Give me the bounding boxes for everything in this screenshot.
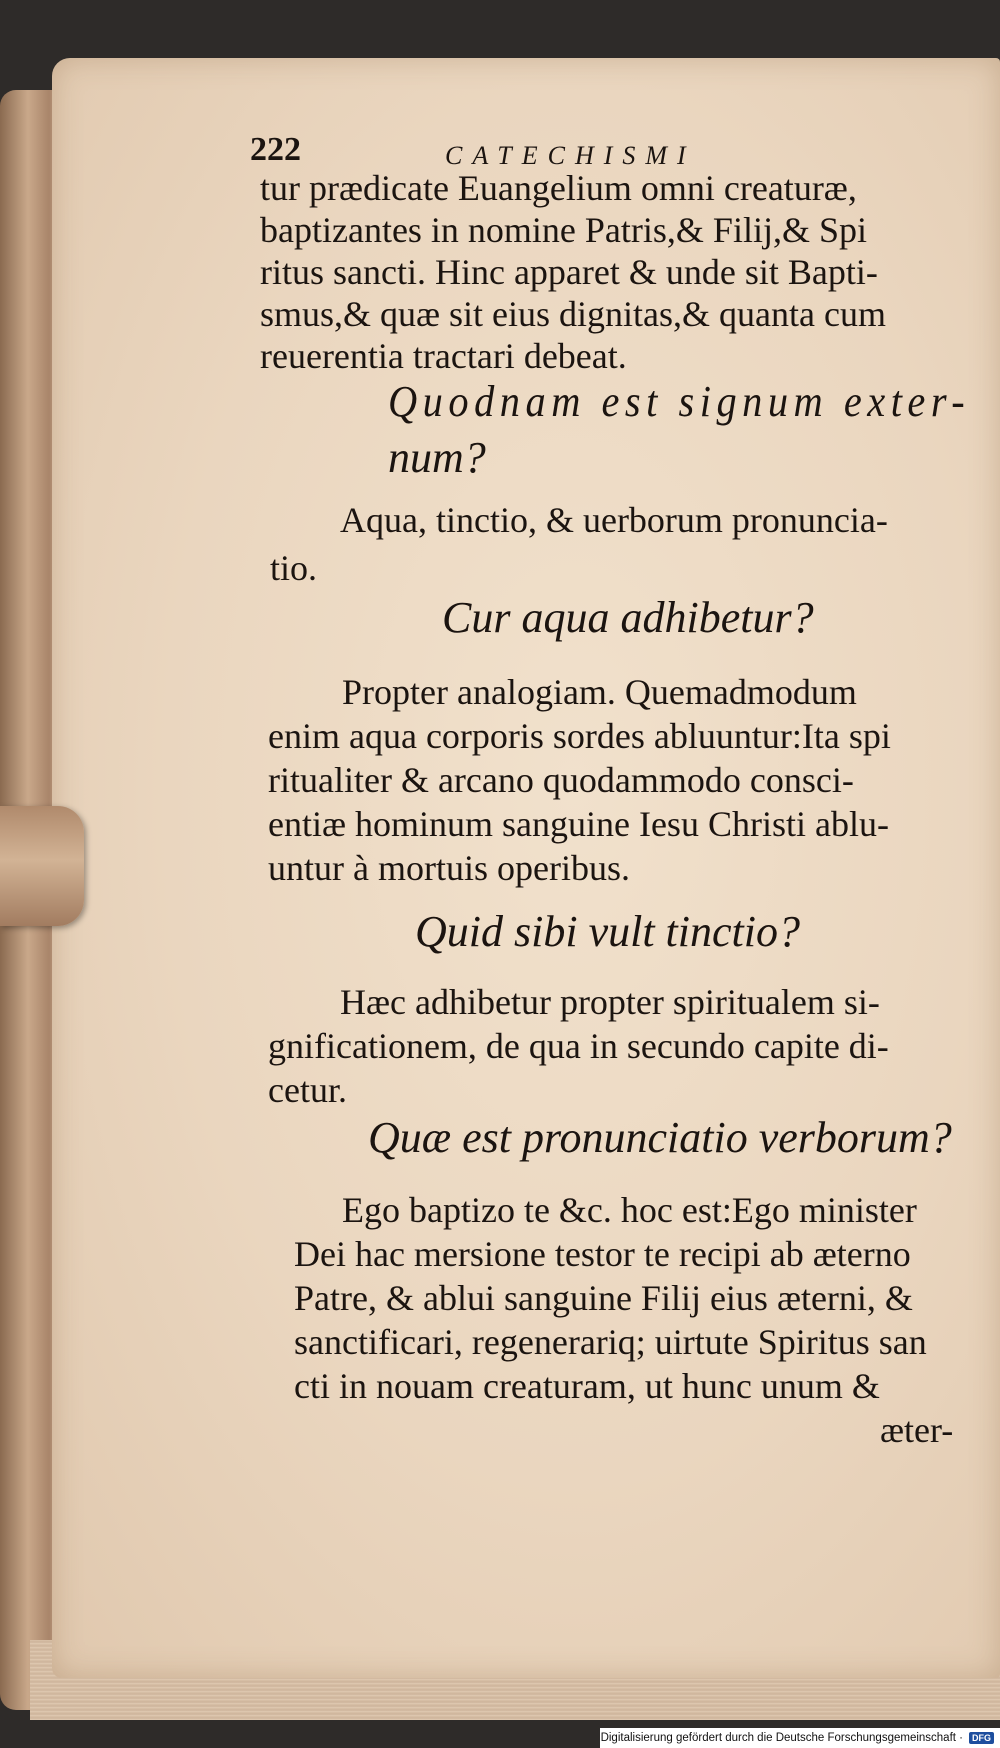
text-line: sanctificari, regenerariq; uirtute Spiritus san xyxy=(294,1322,927,1362)
text-line: ritus sancti. Hinc apparet & unde sit Bapti- xyxy=(260,252,878,292)
text-line: gnificationem, de qua in secundo capite di- xyxy=(268,1026,889,1066)
text-line: Aqua, tinctio, & uerborum pronuncia- xyxy=(340,500,888,540)
dfg-logo-icon: DFG xyxy=(969,1732,994,1744)
text-line: cti in nouam creaturam, ut hunc unum & xyxy=(294,1366,880,1406)
text-line: baptizantes in nomine Patris,& Filij,& Spi xyxy=(260,210,867,250)
text-line: smus,& quæ sit eius dignitas,& quanta cum xyxy=(260,294,886,334)
page-number: 222 xyxy=(250,131,301,168)
running-head: CATECHISMI xyxy=(445,141,696,170)
text-line: tur prædicate Euangelium omni creaturæ, xyxy=(260,168,857,208)
question-heading: Cur aqua adhibetur? xyxy=(442,593,814,642)
text-line: reuerentia tractari debeat. xyxy=(260,336,627,376)
question-heading: num? xyxy=(388,433,486,482)
text-line: Hæc adhibetur propter spiritualem si- xyxy=(340,982,880,1022)
text-line: Ego baptizo te &c. hoc est:Ego minister xyxy=(342,1190,917,1230)
question-heading: Quid sibi vult tinctio? xyxy=(415,907,800,956)
question-heading: Quæ est pronunciatio verborum? xyxy=(368,1113,952,1162)
text-line: enim aqua corporis sordes abluuntur:Ita spi xyxy=(268,716,891,756)
text-line: Dei hac mersione testor te recipi ab æterno xyxy=(294,1234,911,1274)
text-line: untur à mortuis operibus. xyxy=(268,848,630,888)
text-line: ritualiter & arcano quodammodo consci- xyxy=(268,760,854,800)
catchword: æter- xyxy=(880,1410,954,1450)
footer-credit-bar xyxy=(600,1728,1000,1748)
footer-credit: Digitalisierung gefördert durch die Deutsche Forschungsgemeinschaft · xyxy=(600,1732,963,1744)
text-line: entiæ hominum sanguine Iesu Christi ablu- xyxy=(268,804,889,844)
text-line: Propter analogiam. Quemadmodum xyxy=(342,672,857,712)
text-line: Patre, & ablui sanguine Filij eius æterni, & xyxy=(294,1278,913,1318)
text-line: cetur. xyxy=(268,1070,347,1110)
book-clasp xyxy=(0,806,84,926)
text-line: tio. xyxy=(270,548,318,588)
question-heading: Quodnam est signum exter- xyxy=(388,377,971,426)
